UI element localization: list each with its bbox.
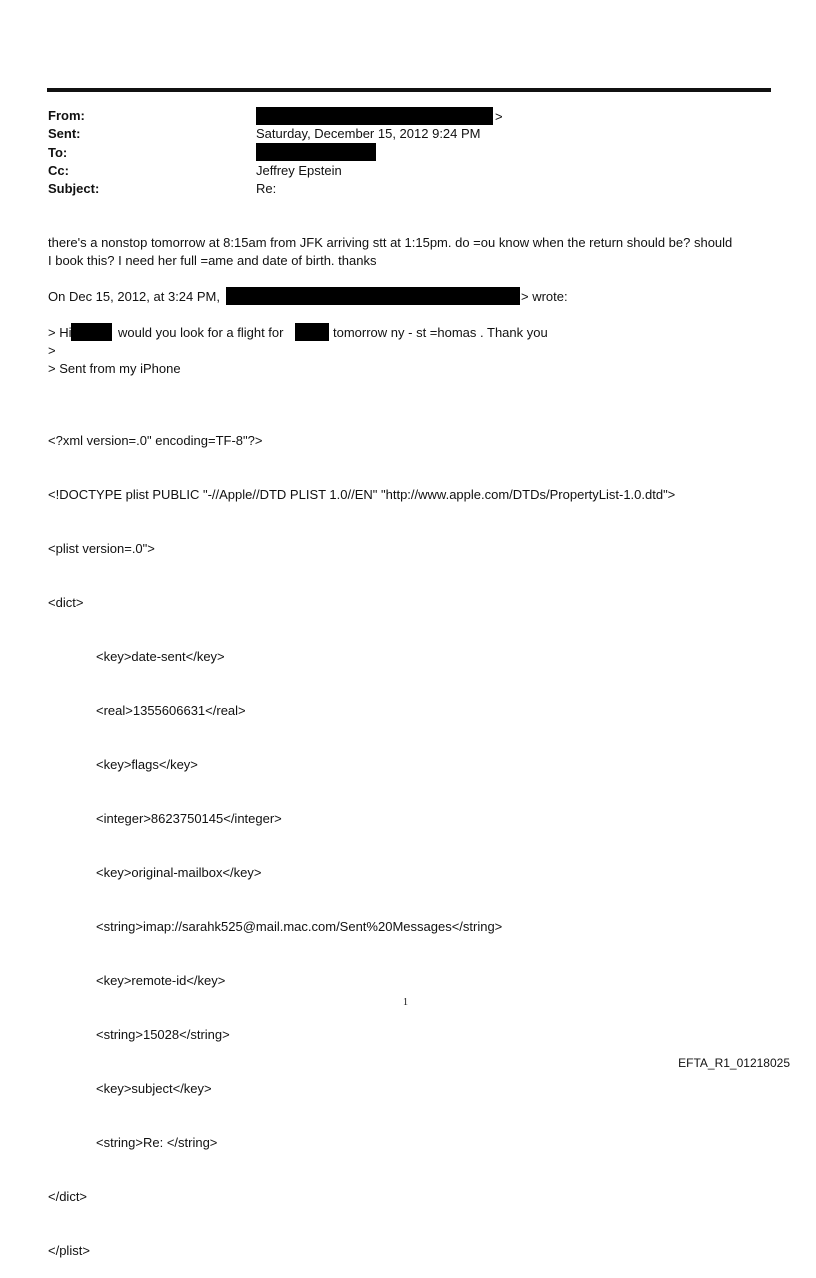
quote-author-redaction: [226, 287, 520, 305]
quote-name-redaction-2: [295, 323, 329, 341]
quote-intro: On Dec 15, 2012, at 3:24 PM,: [48, 289, 220, 304]
page-number: 1: [403, 997, 408, 1008]
xml-line: <dict>: [48, 595, 84, 610]
quote-line-1c: tomorrow ny - st =homas . Thank you: [333, 325, 548, 340]
quote-name-redaction-1: [71, 323, 112, 341]
sent-value: Saturday, December 15, 2012 9:24 PM: [256, 126, 481, 141]
sent-label: Sent:: [48, 126, 81, 141]
xml-block: [48, 396, 675, 1278]
quote-line-3: > Sent from my iPhone: [48, 361, 181, 376]
to-label: To:: [48, 145, 68, 160]
body-line-1: there's a nonstop tomorrow at 8:15am from JFK arriving stt at 1:15pm. do =ou know when the return should be? should: [48, 235, 733, 250]
subject-value: Re:: [256, 181, 277, 196]
xml-line: <integer>8623750145</integer>: [96, 811, 282, 826]
from-suffix: >: [495, 109, 503, 124]
quote-line-2: >: [48, 343, 56, 358]
body-line-2: I book this? I need her full =ame and date of birth. thanks: [48, 253, 377, 268]
cc-value: Jeffrey Epstein: [256, 163, 342, 178]
xml-line: <key>subject</key>: [96, 1081, 212, 1096]
xml-line: <?xml version=.0" encoding=TF-8"?>: [48, 433, 263, 448]
xml-line: </dict>: [48, 1189, 88, 1204]
document-id: EFTA_R1_01218025: [678, 1056, 790, 1070]
xml-line: <key>flags</key>: [96, 757, 198, 772]
subject-label: Subject:: [48, 181, 100, 196]
xml-line: <string>15028</string>: [96, 1027, 230, 1042]
xml-line: <key>original-mailbox</key>: [96, 865, 262, 880]
from-label: From:: [48, 108, 85, 123]
xml-line: <plist version=.0">: [48, 541, 155, 556]
xml-line: <key>date-sent</key>: [96, 649, 225, 664]
quote-line-1a: > Hi: [48, 325, 72, 340]
xml-line: <key>remote-id</key>: [96, 973, 226, 988]
quote-intro-suffix: > wrote:: [521, 289, 568, 304]
xml-line: <!DOCTYPE plist PUBLIC "-//Apple//DTD PLIST 1.0//EN" "http://www.apple.com/DTDs/PropertyList-1.0.dtd">: [48, 487, 676, 502]
xml-line: <string>imap://sarahk525@mail.mac.com/Sent%20Messages</string>: [96, 919, 503, 934]
xml-line: <string>Re: </string>: [96, 1135, 218, 1150]
quote-line-1b: would you look for a flight for: [118, 325, 284, 340]
cc-label: Cc:: [48, 163, 69, 178]
xml-line: </plist>: [48, 1243, 90, 1258]
to-redaction: [256, 143, 376, 161]
header-rule: [47, 88, 771, 92]
from-redaction: [256, 107, 493, 125]
xml-line: <real>1355606631</real>: [96, 703, 246, 718]
